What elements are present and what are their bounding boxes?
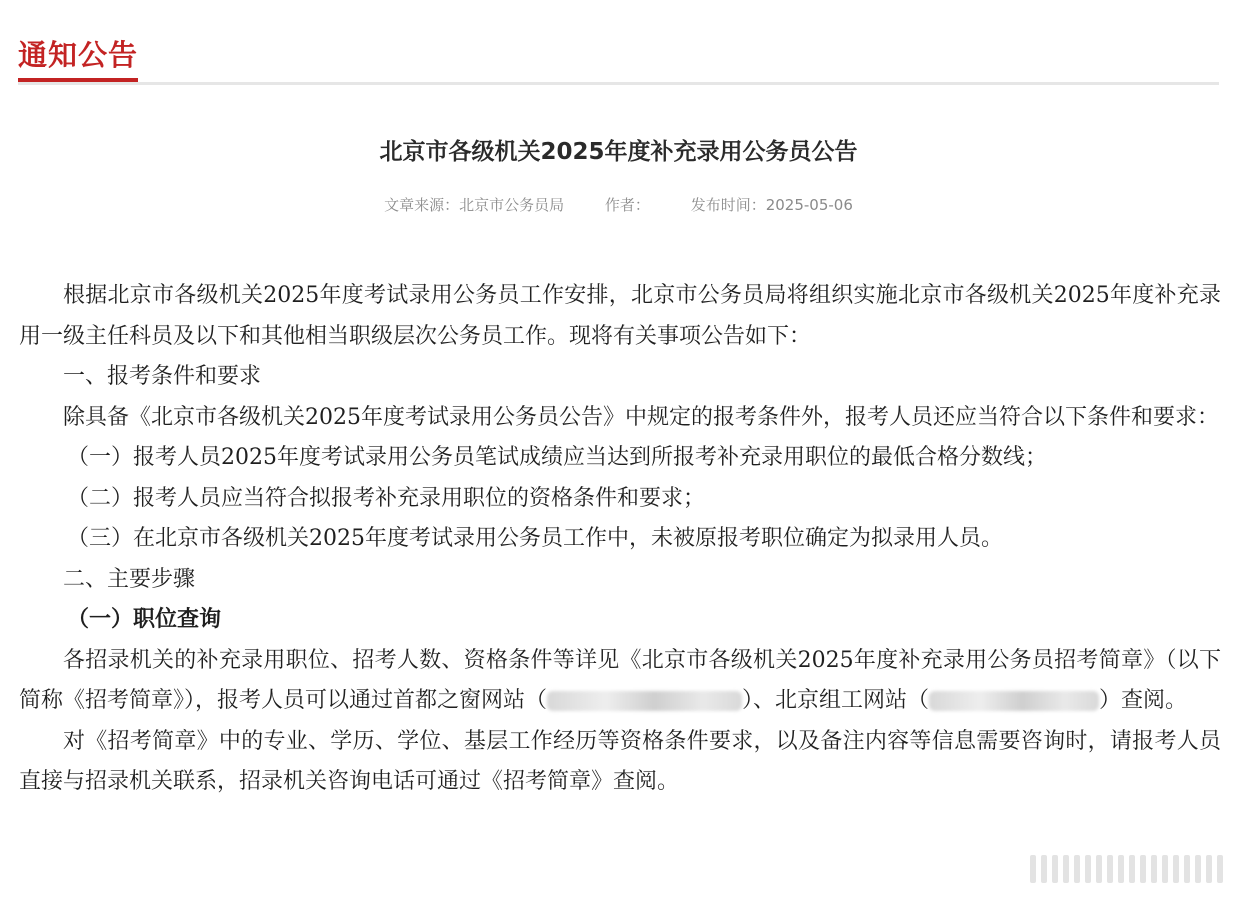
position-query-text-a: 各招录机关的补充录用职位、招考人数、资格条件等详见《北京市各级机关2025年度补充录用公务员招考简章》（以下简称《招考简章》），报考人员可以通过首都之窗网站（ xyxy=(19,647,1221,713)
article-title: 北京市各级机关2025年度补充录用公务员公告 xyxy=(379,139,858,165)
heading-conditions: 一、报考条件和要求 xyxy=(63,364,262,389)
intro-paragraph: 根据北京市各级机关2025年度考试录用公务员工作安排，北京市公务员局将组织实施北京市各级机关2025年度补充录用一级主任科员及以下和其他相当职级层次公务员工作。现将有关事项公告如下： xyxy=(19,283,1221,349)
article-source: 文章来源：北京市公务员局 xyxy=(384,196,565,214)
heading-position-query: （一）职位查询 xyxy=(67,607,222,632)
position-query-text-c: ）查阅。 xyxy=(1099,688,1188,713)
section-title: 通知公告 xyxy=(18,38,138,82)
condition-item-2: （二）报考人员应当符合拟报考补充录用职位的资格条件和要求； xyxy=(67,485,706,511)
conditions-paragraph: 除具备《北京市各级机关2025年度考试录用公务员公告》中规定的报考条件外，报考人员还应当符合以下条件和要求： xyxy=(63,404,1219,430)
article-body xyxy=(19,276,1221,803)
condition-item-1: （一）报考人员2025年度考试录用公务员笔试成绩应当达到所报考补充录用职位的最低合格分数线； xyxy=(67,445,1047,470)
article-date: 发布时间：2025-05-06 xyxy=(690,196,853,214)
redacted-url-2 xyxy=(929,691,1099,711)
heading-steps: 二、主要步骤 xyxy=(63,566,196,592)
position-query-text-b: ）、北京组工网站（ xyxy=(742,688,930,713)
article-meta xyxy=(0,194,1237,215)
section-header xyxy=(18,30,1219,85)
article-author: 作者： xyxy=(604,196,650,214)
position-query-paragraph xyxy=(19,641,1221,722)
redacted-url-1 xyxy=(547,691,742,711)
scroll-indicator xyxy=(1030,854,1235,884)
condition-item-3: （三）在北京市各级机关2025年度考试录用公务员工作中，未被原报考职位确定为拟录用人员。 xyxy=(67,526,1003,551)
consultation-paragraph: 对《招考简章》中的专业、学历、学位、基层工作经历等资格条件要求，以及备注内容等信息需要咨询时，请报考人员直接与招录机关联系，招录机关咨询电话可通过《招考简章》查阅。 xyxy=(19,728,1221,794)
